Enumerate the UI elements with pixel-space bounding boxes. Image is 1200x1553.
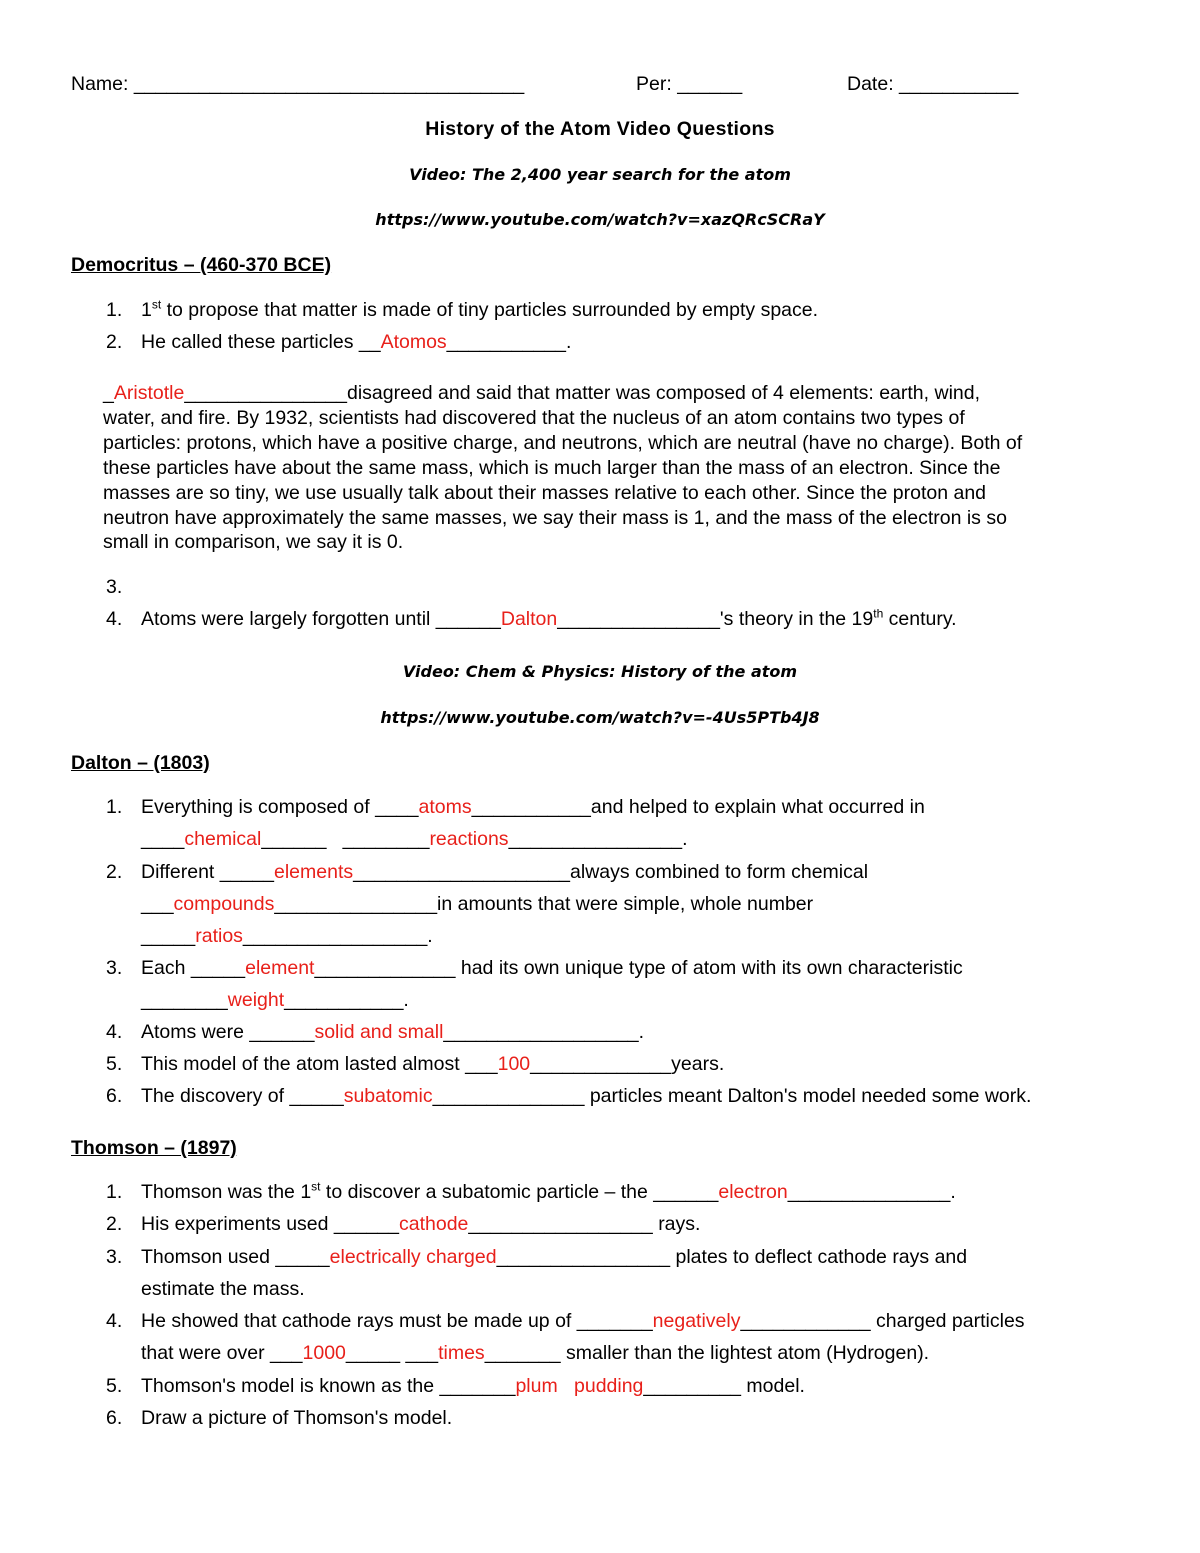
video1-label: Video: The 2,400 year search for the atom	[409, 165, 791, 184]
name-label: Name:	[71, 73, 134, 95]
democritus-q3: 3.	[106, 576, 123, 598]
period-field	[636, 73, 742, 96]
thomson-q5: 5. Thomson's model is known as the _______plum pudding_________ model.	[106, 1375, 805, 1397]
dalton-q3-line2: ________weight___________.	[141, 989, 409, 1011]
democritus-q4: 4. Atoms were largely forgotten until ______Dalton_______________'s theory in the 19th century.	[106, 606, 957, 630]
video2-url[interactable]: https://www.youtube.com/watch?v=-4Us5PTb4J8	[380, 708, 820, 727]
date-blank[interactable]: ___________	[899, 73, 1019, 95]
dalton-q6: 6. The discovery of _____subatomic______________ particles meant Dalton's model needed some work.	[106, 1085, 1032, 1107]
name-blank[interactable]: ____________________________________	[133, 73, 525, 95]
thomson-heading: Thomson – (1897)	[71, 1137, 237, 1159]
thomson-q3-line2: estimate the mass.	[141, 1278, 305, 1300]
date-field	[847, 73, 1018, 96]
dalton-heading: Dalton – (1803)	[71, 752, 210, 774]
date-label: Date:	[847, 73, 900, 95]
dalton-q3: 3. Each _____element_____________ had its own unique type of atom with its own characteristic	[106, 957, 963, 979]
thomson-q1: 1. Thomson was the 1st to discover a subatomic particle – the ______electron_______________.	[106, 1179, 956, 1203]
video1-url[interactable]: https://www.youtube.com/watch?v=xazQRcSCRaY	[375, 210, 825, 229]
aristotle-paragraph: _Aristotle_______________disagreed and said that matter was composed of 4 elements: earth, wind, water, and fire. By 1932, scientists had discovered that the nucleus of an atom contains two types of particles: protons, which have a positive charge, and neutrons, which are neutral (have no charge). Both of these particles have about the same mass, which is much larger than the mass of an electron. Since the masses are so tiny, we use usually talk about their masses relative to each other. Since the proton and neutron have approximately the same masses, we say their mass is 1, and the mass of the electron is so small in comparison, we say it is 0.	[103, 382, 1023, 554]
thomson-q4-line2: that were over ___1000_____ ___times_______ smaller than the lightest atom (Hydrogen).	[141, 1342, 930, 1364]
video2-label: Video: Chem & Physics: History of the atom	[402, 662, 798, 681]
dalton-q1: 1. Everything is composed of ____atoms___________and helped to explain what occurred in	[106, 796, 925, 818]
dalton-q2-line2: ___compounds_______________in amounts that were simple, whole number	[141, 893, 814, 915]
democritus-heading: Democritus – (460-370 BCE)	[71, 254, 332, 276]
democritus-q1: 1. 1st to propose that matter is made of tiny particles surrounded by empty space.	[106, 297, 819, 321]
name-field	[71, 73, 524, 96]
dalton-q2: 2. Different _____elements____________________always combined to form chemical	[106, 861, 869, 883]
answer: Dalton	[500, 608, 558, 630]
answer: Aristotle	[113, 382, 185, 404]
dalton-q5: 5. This model of the atom lasted almost ___100_____________years.	[106, 1053, 725, 1075]
answer: Atomos	[380, 331, 447, 353]
page-title: History of the Atom Video Questions	[425, 118, 775, 140]
thomson-q2: 2. His experiments used ______cathode_________________ rays.	[106, 1213, 701, 1235]
dalton-q1-line2: ____chemical______ ________reactions________________.	[141, 828, 688, 850]
thomson-q3: 3. Thomson used _____electrically charged________________ plates to deflect cathode rays and	[106, 1246, 968, 1268]
democritus-q2: 2. He called these particles __Atomos___________.	[106, 331, 572, 353]
thomson-q4: 4. He showed that cathode rays must be made up of _______negatively____________ charged particles	[106, 1310, 1025, 1332]
period-blank[interactable]: ______	[677, 73, 743, 95]
period-label: Per:	[636, 73, 678, 95]
dalton-q4: 4. Atoms were ______solid and small__________________.	[106, 1021, 645, 1043]
dalton-q2-line3: _____ratios_________________.	[141, 925, 433, 947]
thomson-q6: 6. Draw a picture of Thomson's model.	[106, 1407, 453, 1429]
